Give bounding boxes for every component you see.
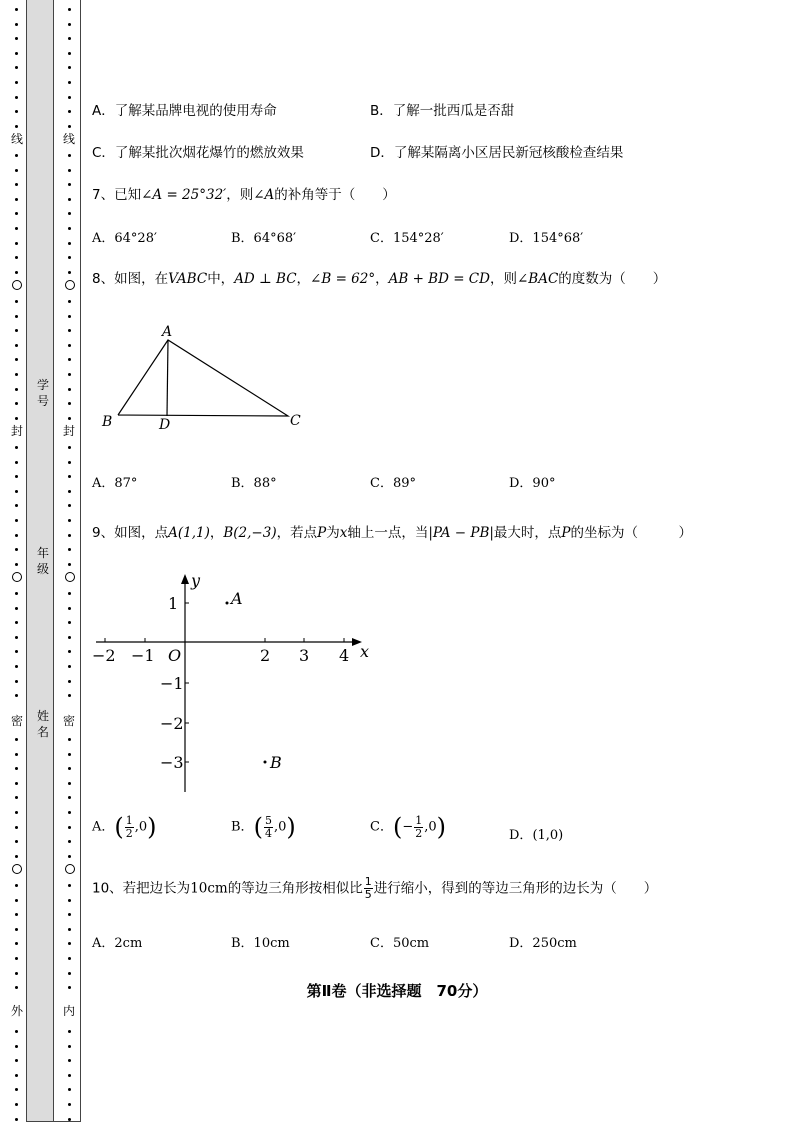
- inner-label-nei: 内: [62, 1004, 75, 1018]
- binding-dot: [68, 1059, 71, 1062]
- binding-dot: [68, 972, 71, 975]
- x-tick-3: 3: [299, 646, 310, 665]
- binding-dot: [15, 1045, 18, 1048]
- binding-dot: [15, 504, 18, 507]
- binding-circle: [12, 864, 22, 874]
- q8-cond-angle: ∠B = 62°: [310, 271, 376, 287]
- binding-dot: [68, 1074, 71, 1077]
- q8-cond-perpendicular: AD ⊥ BC: [234, 271, 297, 287]
- binding-dot: [15, 475, 18, 478]
- q8-suffix: 的度数为（ ）: [558, 271, 667, 287]
- outer-label-feng: 封: [10, 424, 23, 438]
- binding-dot: [68, 694, 71, 697]
- binding-dot: [15, 1074, 18, 1077]
- q10-ratio-num: 1: [364, 875, 372, 888]
- q10-ratio-fraction: [364, 876, 373, 901]
- binding-dot: [68, 125, 71, 128]
- binding-dot: [68, 256, 71, 259]
- binding-dot: [68, 66, 71, 69]
- q9-option-b-den: 4: [264, 826, 272, 840]
- q9-point-b: B(2,−3): [223, 525, 277, 541]
- q9-text-mid3: 轴上一点，当: [347, 525, 429, 541]
- q9-option-c-num: 1: [415, 813, 423, 827]
- binding-dot: [15, 899, 18, 902]
- binding-dot: [68, 534, 71, 537]
- binding-circle: [12, 280, 22, 290]
- q8-target-angle: ∠BAC: [516, 271, 559, 287]
- binding-dot: [68, 242, 71, 245]
- binding-dot: [15, 738, 18, 741]
- q9-coordinate-figure: [88, 572, 378, 794]
- q8-cond-sum: AB + BD = CD: [388, 271, 490, 287]
- q8-sep1: ，: [296, 271, 311, 287]
- binding-dot: [68, 373, 71, 376]
- binding-dot: [68, 329, 71, 332]
- binding-dot: [15, 782, 18, 785]
- binding-dot: [15, 52, 18, 55]
- binding-dot: [15, 650, 18, 653]
- q9-option-a-tail: ,0: [134, 819, 148, 835]
- binding-dot: [68, 198, 71, 201]
- binding-dot: [15, 125, 18, 128]
- margin-bottom-line: [26, 1121, 81, 1122]
- binding-dot: [68, 650, 71, 653]
- binding-circle: [65, 280, 75, 290]
- binding-dot: [15, 242, 18, 245]
- q9-point-p: P: [317, 525, 327, 541]
- binding-dot: [15, 534, 18, 537]
- q8-text-mid: 中，: [207, 271, 235, 287]
- outer-label-xian: 线: [10, 132, 23, 146]
- binding-dot: [68, 344, 71, 347]
- binding-dot: [15, 23, 18, 26]
- binding-dot: [68, 519, 71, 522]
- binding-dot: [15, 329, 18, 332]
- q9-option-b-num: 5: [264, 813, 272, 827]
- q9-option-b-fraction: [264, 815, 273, 840]
- q7-angle-ref: ∠A: [253, 187, 275, 203]
- binding-dot: [15, 855, 18, 858]
- binding-dot: [68, 957, 71, 960]
- binding-dot: [15, 957, 18, 960]
- binding-dot: [15, 592, 18, 595]
- q9-option-a-label: A．: [92, 819, 115, 835]
- q9-option-b-label: B．: [231, 819, 254, 835]
- q6-option-d: D．了解某隔离小区居民新冠核酸检查结果: [370, 145, 624, 161]
- binding-dot: [15, 796, 18, 799]
- q8-triangle-figure: [96, 318, 316, 436]
- q8-option-a: A．87°: [92, 476, 138, 491]
- binding-dot: [68, 913, 71, 916]
- binding-dot: [15, 256, 18, 259]
- inner-label-feng: 封: [62, 424, 75, 438]
- q7-prefix: 7、已知: [92, 187, 142, 203]
- x-tick-neg1: −1: [131, 646, 155, 665]
- binding-dot: [68, 621, 71, 624]
- binding-dot: [68, 636, 71, 639]
- q9-option-c-fraction: [414, 815, 423, 840]
- q9-option-b: B．( $\frac{5}{4}$ ,0): [231, 813, 296, 841]
- binding-dot: [68, 504, 71, 507]
- student-id-label: 学号: [36, 378, 49, 408]
- q8-option-b: B．88°: [231, 476, 277, 491]
- question-10: [92, 876, 657, 901]
- binding-dot: [68, 1118, 71, 1121]
- binding-dot: [68, 592, 71, 595]
- binding-dot: [68, 548, 71, 551]
- binding-dot: [15, 183, 18, 186]
- binding-dot: [15, 315, 18, 318]
- q9-option-d-value: (1,0): [532, 828, 564, 843]
- q7-option-c: C．154°28′: [370, 231, 444, 246]
- q9-expression: |PA − PB|: [428, 525, 494, 541]
- binding-dot: [15, 212, 18, 215]
- q8-label-b: B: [102, 414, 113, 430]
- q8-option-c: C．89°: [370, 476, 416, 491]
- binding-dot: [15, 198, 18, 201]
- q8-sep2: ，: [375, 271, 389, 287]
- binding-dot: [15, 811, 18, 814]
- binding-dot: [15, 753, 18, 756]
- binding-dot: [68, 169, 71, 172]
- q9-option-c-label: C．: [370, 819, 393, 835]
- binding-dot: [15, 1118, 18, 1121]
- q8-label-a: A: [162, 324, 173, 340]
- q8-triangle: VABC: [168, 271, 208, 287]
- binding-dot: [68, 840, 71, 843]
- x-tick-4: 4: [339, 646, 350, 665]
- q6-option-b: B．了解一批西瓜是否甜: [370, 103, 515, 119]
- binding-dot: [68, 183, 71, 186]
- binding-dot: [15, 461, 18, 464]
- binding-dot: [68, 315, 71, 318]
- q7-option-d: D．154°68′: [509, 231, 584, 246]
- binding-dot: [68, 563, 71, 566]
- binding-dot: [68, 1045, 71, 1048]
- x-tick-2: 2: [260, 646, 271, 665]
- binding-dot: [68, 680, 71, 683]
- q8-label-c: C: [290, 413, 301, 429]
- q7-option-b: B．64°68′: [231, 231, 297, 246]
- binding-dot: [15, 694, 18, 697]
- binding-dot: [68, 855, 71, 858]
- binding-dot: [68, 461, 71, 464]
- binding-dot: [15, 66, 18, 69]
- binding-dot: [68, 402, 71, 405]
- binding-dot: [15, 519, 18, 522]
- q9-option-d-label: D．: [509, 828, 533, 843]
- binding-dot: [68, 884, 71, 887]
- binding-dot: [68, 8, 71, 11]
- binding-dot: [15, 446, 18, 449]
- inner-cut-line: [80, 0, 81, 1122]
- q9-option-c: C．(− $\frac{1}{2}$ ,0): [370, 813, 447, 841]
- q7-angle-value: ∠A = 25°32′: [141, 187, 227, 203]
- outer-label-mi: 密: [10, 714, 23, 728]
- binding-dot: [68, 358, 71, 361]
- question-9: [92, 521, 692, 541]
- q9-option-c-den: 2: [415, 826, 423, 840]
- binding-dot: [15, 1030, 18, 1033]
- binding-dot: [15, 1059, 18, 1062]
- q8-option-d: D．90°: [509, 476, 556, 491]
- binding-dot: [15, 81, 18, 84]
- q10-length: 10cm: [190, 880, 228, 897]
- binding-dot: [68, 475, 71, 478]
- q9-option-a-num: 1: [125, 813, 133, 827]
- q9-text-mid: ，若点: [276, 525, 318, 541]
- binding-dot: [68, 782, 71, 785]
- q9-x: x: [339, 525, 348, 541]
- point-a-label: A: [231, 589, 243, 608]
- binding-dot: [68, 490, 71, 493]
- binding-dot: [68, 37, 71, 40]
- y-axis-label: y: [191, 571, 201, 590]
- binding-dot: [68, 607, 71, 610]
- binding-dot: [68, 899, 71, 902]
- binding-dot: [68, 811, 71, 814]
- y-tick-neg2: −2: [160, 714, 184, 733]
- binding-dot: [15, 840, 18, 843]
- q7-middle: ，则: [226, 187, 254, 203]
- q10-option-d: D．250cm: [509, 936, 577, 951]
- q10-suffix: 进行缩小，得到的等边三角形的边长为（ ）: [373, 880, 658, 897]
- binding-dot: [68, 928, 71, 931]
- q9-point-a: A(1,1): [168, 525, 210, 541]
- q9-option-a-fraction: [125, 815, 134, 840]
- point-b-marker: [264, 761, 267, 764]
- binding-dot: [68, 767, 71, 770]
- binding-dot: [68, 81, 71, 84]
- binding-dot: [68, 796, 71, 799]
- q9-text-mid4: 最大时，点: [493, 525, 562, 541]
- name-label: 姓名: [36, 709, 49, 739]
- binding-dot: [15, 767, 18, 770]
- binding-dot: [15, 826, 18, 829]
- inner-label-mi: 密: [62, 714, 75, 728]
- y-tick-neg1: −1: [160, 674, 184, 693]
- grade-label: 年级: [36, 546, 49, 576]
- binding-dot: [15, 548, 18, 551]
- q9-text-pre: 9、如图，点: [92, 525, 169, 541]
- q6-option-c: C．了解某批次烟花爆竹的燃放效果: [92, 145, 304, 161]
- binding-dot: [15, 373, 18, 376]
- binding-dot: [15, 388, 18, 391]
- q9-option-d: [509, 824, 563, 843]
- binding-dot: [15, 928, 18, 931]
- q9-suffix: 的坐标为（ ）: [570, 525, 693, 541]
- q9-option-b-tail: ,0: [273, 819, 287, 835]
- binding-dot: [15, 227, 18, 230]
- binding-dot: [15, 680, 18, 683]
- binding-dot: [68, 23, 71, 26]
- q7-option-a: A．64°28′: [92, 231, 157, 246]
- x-axis-label: x: [360, 642, 370, 661]
- binding-dot: [68, 826, 71, 829]
- binding-dot: [15, 563, 18, 566]
- point-a-marker: [226, 602, 229, 605]
- binding-dot: [68, 1088, 71, 1091]
- q10-option-a: A．2cm: [92, 936, 143, 951]
- q10-text-mid: 的等边三角形按相似比: [227, 880, 363, 897]
- origin-label: O: [168, 646, 182, 665]
- binding-circle: [65, 864, 75, 874]
- x-tick-neg2: −2: [92, 646, 116, 665]
- binding-circle: [65, 572, 75, 582]
- q10-option-c: C．50cm: [370, 936, 430, 951]
- q9-text-mid2: 为: [326, 525, 340, 541]
- q9-option-a-den: 2: [125, 826, 133, 840]
- question-7: [92, 183, 396, 203]
- q9-option-a: A．( $\frac{1}{2}$ ,0): [92, 813, 157, 841]
- binding-dot: [15, 402, 18, 405]
- q6-option-a: A．了解某品牌电视的使用寿命: [92, 103, 277, 119]
- q9-option-c-sign: −: [402, 819, 414, 835]
- binding-dot: [68, 738, 71, 741]
- q7-suffix: 的补角等于（ ）: [274, 187, 396, 203]
- binding-dot: [15, 110, 18, 113]
- binding-dot: [15, 621, 18, 624]
- binding-dot: [15, 665, 18, 668]
- question-8: [92, 267, 666, 287]
- point-b-label: B: [270, 753, 282, 772]
- binding-dot: [15, 1103, 18, 1106]
- binding-dot: [15, 344, 18, 347]
- binding-dot: [15, 972, 18, 975]
- binding-dot: [15, 417, 18, 420]
- q9-option-c-tail: ,0: [424, 819, 437, 835]
- q8-label-d: D: [159, 417, 171, 433]
- outer-label-wai: 外: [10, 1004, 23, 1018]
- section-title: 第Ⅱ卷（非选择题 70分）: [306, 982, 488, 1000]
- q8-text-pre: 8、如图，在: [92, 271, 169, 287]
- binding-dot: [15, 884, 18, 887]
- binding-dot: [68, 110, 71, 113]
- binding-dot: [68, 1103, 71, 1106]
- binding-dot: [15, 490, 18, 493]
- q9-sep: ，: [209, 525, 224, 541]
- binding-dot: [68, 271, 71, 274]
- q10-text-pre: 10、若把边长为: [92, 880, 191, 897]
- binding-dot: [15, 300, 18, 303]
- binding-dot: [15, 358, 18, 361]
- binding-dot: [68, 942, 71, 945]
- binding-dot: [68, 446, 71, 449]
- binding-dot: [68, 300, 71, 303]
- binding-dot: [15, 96, 18, 99]
- binding-dot: [15, 942, 18, 945]
- binding-dot: [68, 52, 71, 55]
- binding-dot: [15, 154, 18, 157]
- binding-dot: [68, 665, 71, 668]
- q9-point-p2: P: [561, 525, 571, 541]
- q10-ratio-den: 5: [364, 888, 372, 901]
- binding-circle: [12, 572, 22, 582]
- binding-dot: [68, 1030, 71, 1033]
- binding-dot: [15, 271, 18, 274]
- binding-dot: [15, 913, 18, 916]
- binding-dot: [68, 388, 71, 391]
- binding-dot: [68, 96, 71, 99]
- binding-dot: [68, 212, 71, 215]
- binding-dot: [68, 417, 71, 420]
- binding-dot: [68, 753, 71, 756]
- binding-dot: [68, 154, 71, 157]
- y-tick-neg3: −3: [160, 753, 184, 772]
- binding-dot: [15, 169, 18, 172]
- q10-option-b: B．10cm: [231, 936, 290, 951]
- binding-dot: [15, 8, 18, 11]
- y-tick-1: 1: [168, 594, 179, 613]
- binding-dot: [15, 37, 18, 40]
- binding-dot: [68, 227, 71, 230]
- binding-dot: [15, 607, 18, 610]
- inner-label-xian: 线: [62, 132, 75, 146]
- q8-text-post: ，则: [489, 271, 517, 287]
- binding-dot: [15, 1088, 18, 1091]
- binding-dot: [15, 636, 18, 639]
